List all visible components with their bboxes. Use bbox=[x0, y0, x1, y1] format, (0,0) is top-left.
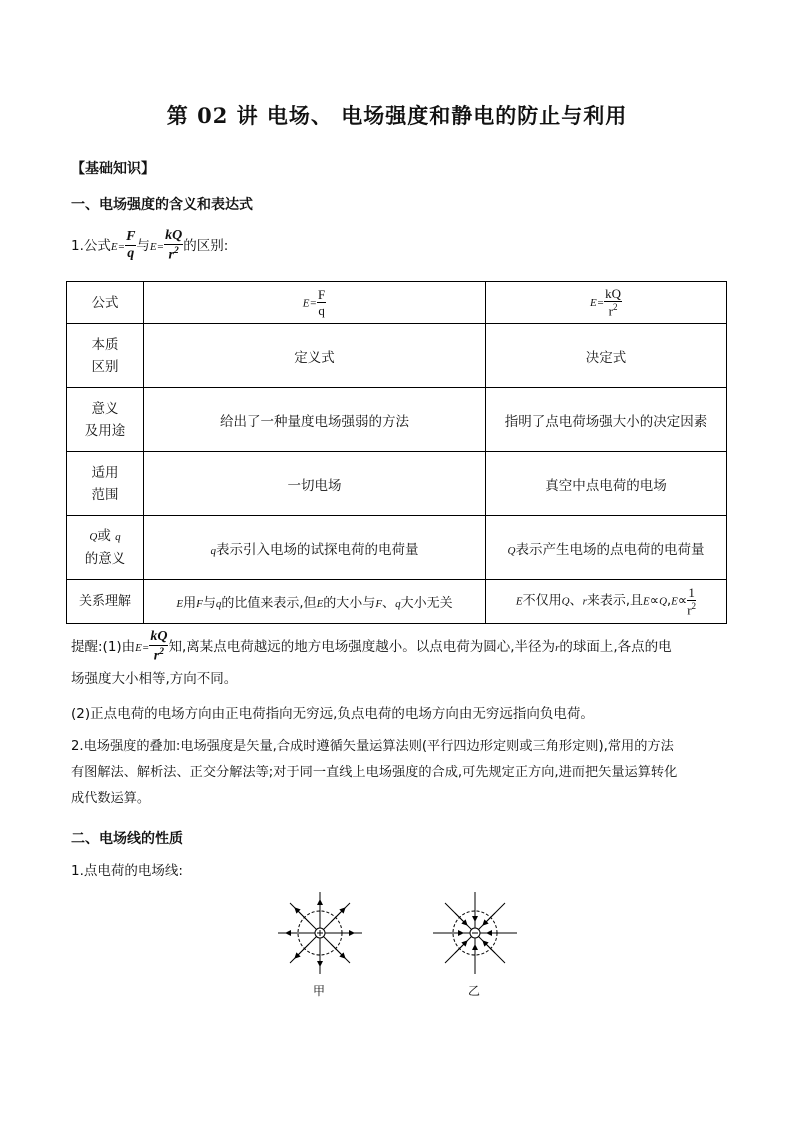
tip-1: 提醒:(1)由E= $\frac{kQ}{r^2}$ 知,离某点电荷越远的地方电场强度越小。以点电荷为圆心,半径为r的球面上,各点的电 场强度大小相等,方向不同。 bbox=[71, 629, 672, 687]
table-cell: 定义式 bbox=[144, 324, 486, 388]
table-cell: 指明了点电荷场强大小的决定因素 bbox=[486, 388, 727, 452]
header-formula-2: E= $\frac{kQ}{r^2}$ bbox=[486, 282, 727, 324]
header-formula-1: E= $\frac{F}{q}$ bbox=[144, 282, 486, 324]
figure-label-left: 甲 bbox=[313, 984, 326, 998]
section-heading-2: 二、电场线的性质 bbox=[71, 831, 183, 847]
positive-charge-field-figure bbox=[276, 888, 364, 978]
negative-charge-field-figure bbox=[431, 888, 519, 978]
relation-cell-1: E用F与q的比值来表示,但E的大小与F、q大小无关 bbox=[144, 580, 486, 624]
q-row-label: Q或 q 的意义 bbox=[67, 516, 144, 580]
page-title: 第 02 讲 电场、 电场强度和静电的防止与利用 bbox=[166, 103, 628, 128]
fraction-F-over-q: $\frac{F}{q}$ bbox=[126, 229, 136, 262]
relation-cell-2: E不仅用Q、r来表示,且E∝Q,E∝ $\frac{1}{r^2}$ bbox=[486, 580, 727, 624]
table-cell: 给出了一种量度电场强弱的方法 bbox=[144, 388, 486, 452]
fraction-kQ-over-r2: $\frac{kQ}{r^2}$ bbox=[165, 228, 183, 263]
table-row bbox=[67, 282, 727, 324]
tip-2: (2)正点电荷的电场方向由正电荷指向无穷远,负点电荷的电场方向由无穷远指向负电荷。 bbox=[71, 706, 594, 722]
table-row: 意义 及用途 给出了一种量度电场强弱的方法 指明了点电荷场强大小的决定因素 bbox=[67, 388, 727, 452]
table-row: 适用 范围 一切电场 真空中点电荷的电场 bbox=[67, 452, 727, 516]
point-charge-intro: 1.点电荷的电场线: bbox=[71, 863, 183, 879]
table-cell: 决定式 bbox=[486, 324, 727, 388]
table-cell: 一切电场 bbox=[144, 452, 486, 516]
table-row: 关系理解 E用F与q的比值来表示,但E的大小与F、q大小无关 E不仅用Q、r来表示,且E∝Q,E∝ $\frac{1}{r^2}$ bbox=[67, 580, 727, 624]
section-heading-1: 一、电场强度的含义和表达式 bbox=[71, 197, 253, 213]
header-label: 公式 bbox=[67, 282, 144, 324]
formula-comparison-table bbox=[66, 281, 727, 624]
table-row bbox=[67, 516, 727, 580]
superposition-paragraph: 2.电场强度的叠加:电场强度是矢量,合成时遵循矢量运算法则(平行四边形定则或三角形定则),常用的方法 有图解法、解析法、正交分解法等;对于同一直线上电场强度的合成,可先规定正方向,进而把矢量运算转化 成代数运算。 bbox=[71, 739, 678, 806]
basics-label: 【基础知识】 bbox=[71, 161, 155, 177]
table-row: 本质 区别 定义式 决定式 bbox=[67, 324, 727, 388]
table-cell: q表示引入电场的试探电荷的电荷量 bbox=[144, 516, 486, 580]
formula-intro: 1.公式E= $\frac{F}{q}$ 与E= $\frac{kQ}{r^2}$ 的区别: bbox=[71, 228, 229, 263]
figure-label-right: 乙 bbox=[468, 984, 481, 998]
table-cell: 真空中点电荷的电场 bbox=[486, 452, 727, 516]
table-cell: Q表示产生电场的点电荷的电荷量 bbox=[486, 516, 727, 580]
